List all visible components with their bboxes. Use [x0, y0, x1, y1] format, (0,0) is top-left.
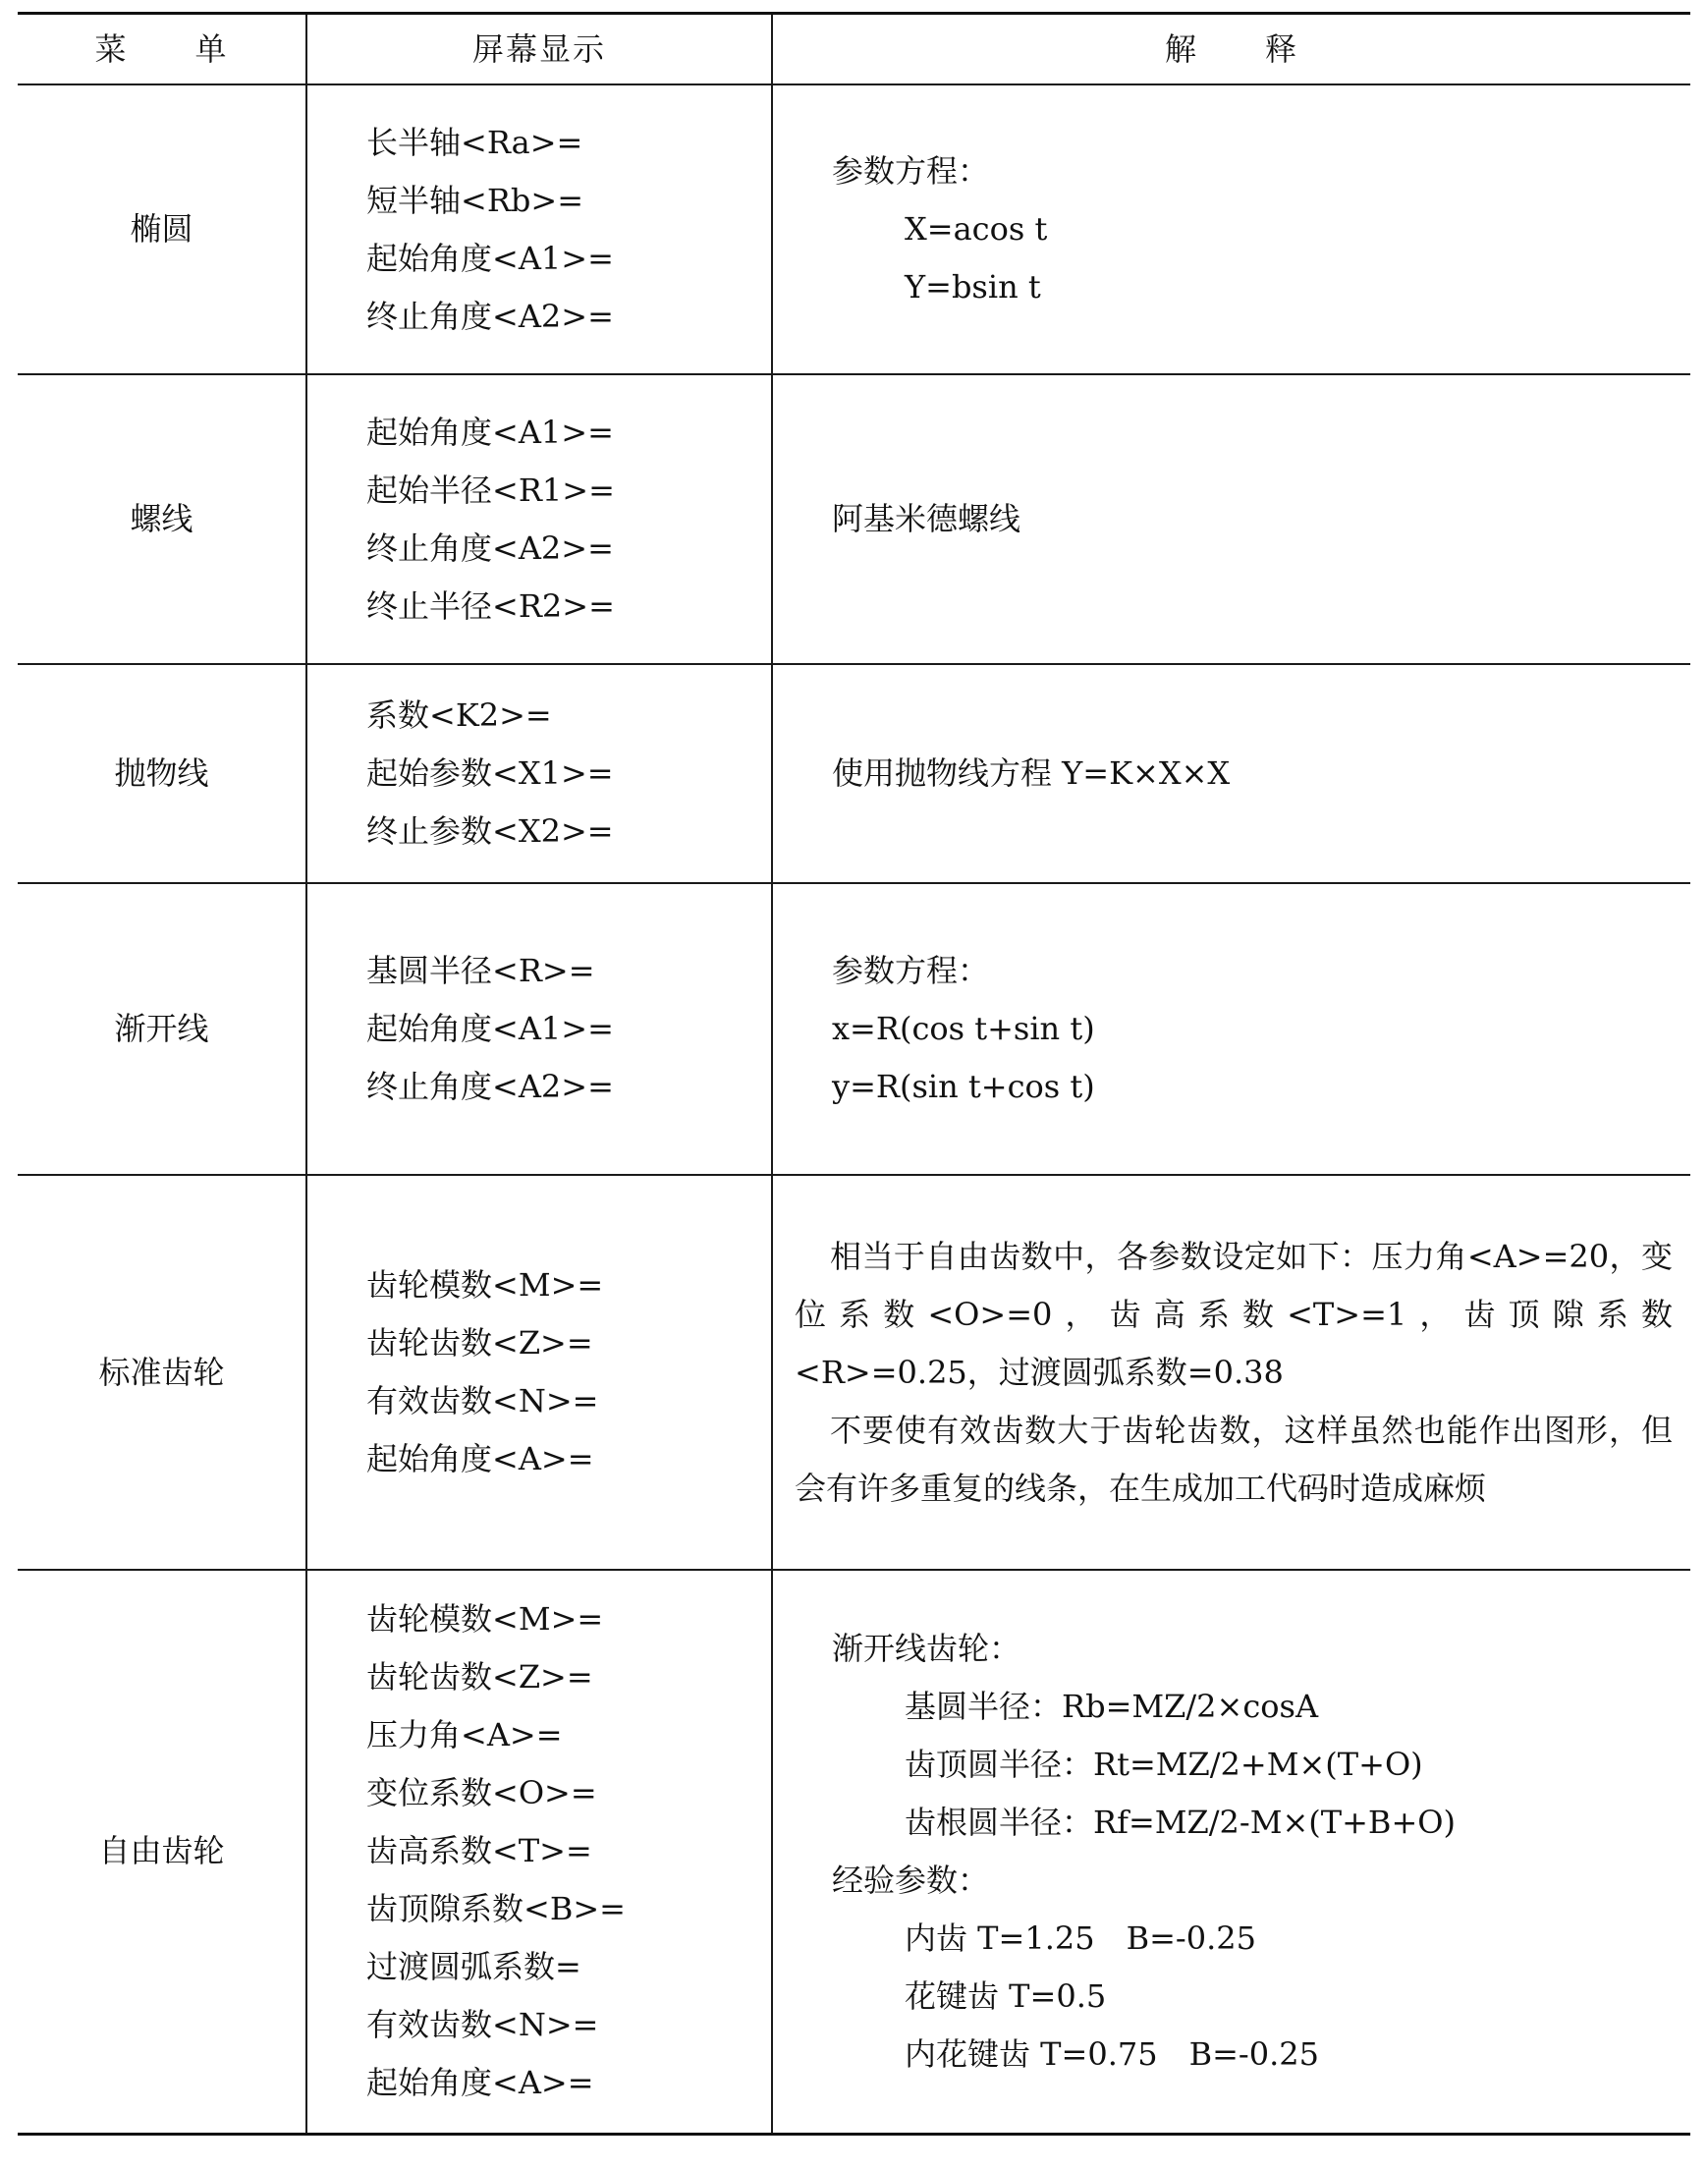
parameter-table — [18, 12, 1690, 2136]
explain-line: x=R(cos t+sin t) — [832, 1010, 1095, 1047]
screen-line: 变位系数<O>= — [366, 1774, 597, 1812]
screen-line: 齿顶隙系数<B>= — [366, 1890, 626, 1928]
screen-cell — [306, 1570, 772, 2134]
explain-line: X=acos t — [905, 210, 1048, 248]
screen-line: 终止参数<X2>= — [366, 812, 614, 850]
header-screen: 屏幕显示 — [306, 14, 772, 85]
screen-line: 起始角度<A1>= — [366, 239, 614, 277]
screen-line: 系数<K2>= — [366, 696, 552, 734]
explain-line: 内花键齿 T=0.75 B=-0.25 — [905, 2034, 1319, 2073]
table-row-ellipse — [18, 84, 1690, 374]
explain-cell — [772, 374, 1690, 664]
explain-line: 齿顶圆半径：Rt=MZ/2+M×(T+O) — [905, 1745, 1423, 1783]
screen-line: 有效齿数<N>= — [366, 2006, 599, 2044]
table-row-standard-gear — [18, 1175, 1690, 1570]
screen-line: 齿轮齿数<Z>= — [366, 1324, 593, 1362]
table-row-spiral — [18, 374, 1690, 664]
explain-cell — [772, 1175, 1690, 1570]
header-explain: 解 释 — [772, 14, 1690, 85]
explain-cell — [772, 883, 1690, 1175]
screen-cell — [306, 374, 772, 664]
screen-cell — [306, 883, 772, 1175]
explain-line: y=R(sin t+cos t) — [832, 1068, 1095, 1105]
table-row-free-gear — [18, 1570, 1690, 2134]
menu-cell: 标准齿轮 — [18, 1175, 306, 1570]
explain-cell — [772, 84, 1690, 374]
screen-line: 有效齿数<N>= — [366, 1382, 599, 1419]
screen-line: 终止半径<R2>= — [366, 586, 615, 625]
screen-line: 短半轴<Rb>= — [366, 181, 584, 219]
table-row-parabola — [18, 664, 1690, 883]
screen-line: 齿轮模数<M>= — [366, 1266, 604, 1304]
screen-line: 起始角度<A1>= — [366, 413, 614, 451]
screen-line: 齿轮模数<M>= — [366, 1600, 604, 1639]
screen-line: 起始半径<R1>= — [366, 471, 615, 509]
screen-line: 过渡圆弧系数= — [366, 1948, 581, 1986]
menu-cell: 自由齿轮 — [18, 1570, 306, 2134]
menu-cell: 螺线 — [18, 374, 306, 664]
explain-cell — [772, 1570, 1690, 2134]
explain-line: Y=bsin t — [905, 268, 1041, 306]
explain-line: 齿根圆半径：Rf=MZ/2-M×(T+B+O) — [905, 1803, 1456, 1841]
explain-line: 花键齿 T=0.5 — [905, 1976, 1107, 2015]
explain-line: 参数方程： — [832, 952, 990, 989]
screen-line: 压力角<A>= — [366, 1716, 563, 1754]
screen-line: 起始角度<A>= — [366, 1440, 594, 1477]
screen-line: 起始参数<X1>= — [366, 754, 614, 792]
screen-cell — [306, 1175, 772, 1570]
screen-line: 终止角度<A2>= — [366, 297, 614, 335]
table-header-row — [18, 14, 1690, 85]
explain-cell — [772, 664, 1690, 883]
explain-line: 经验参数： — [832, 1861, 990, 1899]
explain-paragraph: 相当于自由齿数中，各参数设定如下：压力角<A>=20，变位系数<O>=0，齿高系数<T>=1，齿顶隙系数<R>=0.25，过渡圆弧系数=0.38 — [795, 1237, 1673, 1391]
explain-line: 阿基米德螺线 — [832, 500, 1021, 537]
screen-line: 终止角度<A2>= — [366, 1068, 614, 1105]
screen-line: 齿高系数<T>= — [366, 1832, 592, 1870]
menu-cell: 抛物线 — [18, 664, 306, 883]
explain-line: 使用抛物线方程 Y=K×X×X — [832, 754, 1231, 792]
explain-line: 参数方程： — [832, 152, 990, 190]
screen-line: 基圆半径<R>= — [366, 952, 595, 989]
explain-line: 内齿 T=1.25 B=-0.25 — [905, 1919, 1256, 1957]
menu-cell: 椭圆 — [18, 84, 306, 374]
screen-line: 起始角度<A1>= — [366, 1010, 614, 1047]
screen-cell — [306, 664, 772, 883]
header-menu: 菜 单 — [18, 14, 306, 85]
screen-cell — [306, 84, 772, 374]
table-row-involute — [18, 883, 1690, 1175]
explain-line: 渐开线齿轮： — [832, 1629, 1021, 1667]
menu-cell: 渐开线 — [18, 883, 306, 1175]
explain-line: 基圆半径：Rb=MZ/2×cosA — [905, 1687, 1319, 1725]
screen-line: 齿轮齿数<Z>= — [366, 1658, 593, 1696]
screen-line: 起始角度<A>= — [366, 2064, 594, 2102]
explain-paragraph: 不要使有效齿数大于齿轮齿数，这样虽然也能作出图形，但会有许多重复的线条，在生成加工代码时造成麻烦 — [795, 1411, 1673, 1507]
screen-line: 长半轴<Ra>= — [366, 123, 583, 161]
screen-line: 终止角度<A2>= — [366, 528, 614, 567]
